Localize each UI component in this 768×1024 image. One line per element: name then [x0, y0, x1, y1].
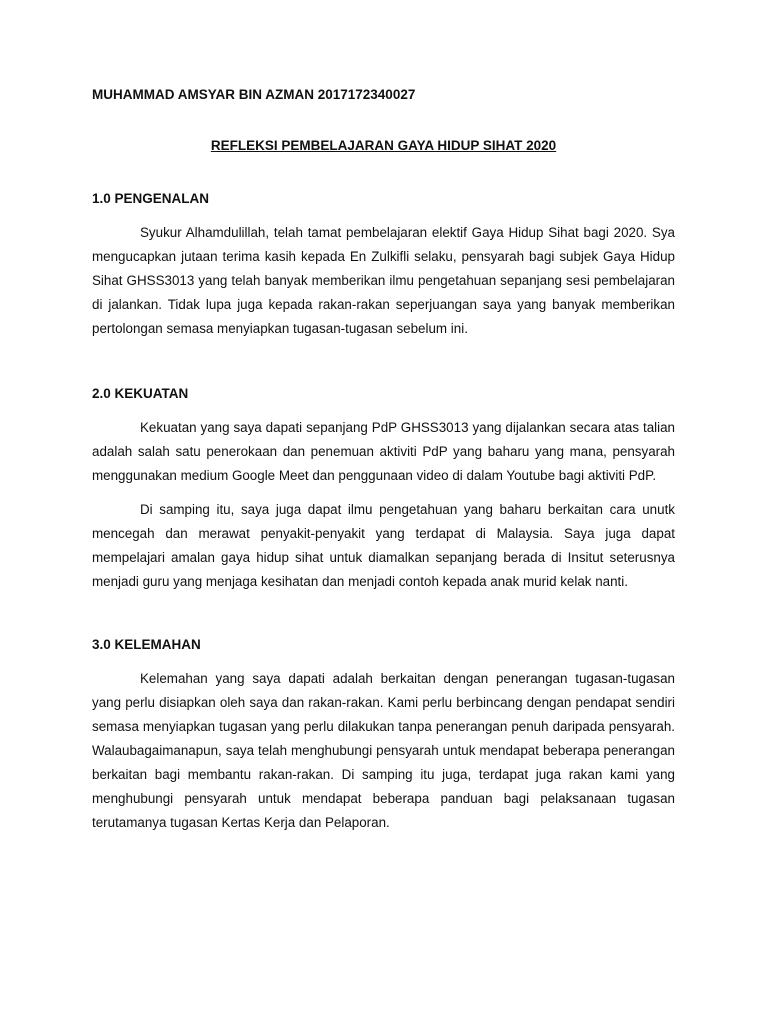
section-heading-kelemahan: 3.0 KELEMAHAN: [92, 637, 201, 652]
author-line: MUHAMMAD AMSYAR BIN AZMAN 2017172340027: [92, 87, 416, 102]
document-title: REFLEKSI PEMBELAJARAN GAYA HIDUP SIHAT 2020: [210, 138, 557, 153]
paragraph-kelemahan: Kelemahan yang saya dapati adalah berkaitan dengan penerangan tugasan-tugasan yang perlu disiapkan oleh saya dan rakan-rakan. Kami perlu berbincang dengan pendapat sendiri semasa menyiapkan tugasan yang perlu dilakukan tanpa penerangan penuh daripada pensyarah. Walaubagaimanapun, saya telah menghubungi pensyarah untuk mendapat beberapa penerangan berkaitan bagi membantu rakan-rakan. Di samping itu juga, terdapat juga rakan kami yang menghubungi pensyarah untuk mendapat beberapa panduan bagi pelaksanaan tugasan terutamanya tugasan Kertas Kerja dan Pelaporan.: [92, 671, 675, 830]
paragraph-kekuatan-1: Kekuatan yang saya dapati sepanjang PdP GHSS3013 yang dijalankan secara atas talian adalah salah satu penerokaan dan penemuan aktiviti PdP yang baharu yang mana, pensyarah menggunakan medium Google Meet dan penggunaan video di dalam Youtube bagi aktiviti PdP.: [92, 420, 675, 483]
paragraph-kekuatan-2: Di samping itu, saya juga dapat ilmu pengetahuan yang baharu berkaitan cara unutk mencegah dan merawat penyakit-penyakit yang terdapat di Malaysia. Saya juga dapat mempelajari amalan gaya hidup sihat untuk diamalkan sepanjang berada di Insitut seterusnya menjadi guru yang menjaga kesihatan dan menjadi contoh kepada anak murid kelak nanti.: [92, 502, 675, 589]
section-heading-kekuatan: 2.0 KEKUATAN: [92, 386, 189, 401]
paragraph-pengenalan: Syukur Alhamdulillah, telah tamat pembelajaran elektif Gaya Hidup Sihat bagi 2020. Sya mengucapkan jutaan terima kasih kepada En Zulkifli selaku, pensyarah bagi subjek Gaya Hidup Sihat GHSS3013 yang telah banyak memberikan ilmu pengetahuan sepanjang sesi pembelajaran di jalankan. Tidak lupa juga kepada rakan-rakan seperjuangan saya yang banyak memberikan pertolongan semasa menyiapkan tugasan-tugasan sebelum ini.: [92, 225, 675, 336]
section-heading-pengenalan: 1.0 PENGENALAN: [92, 191, 210, 206]
document-body: [92, 86, 675, 835]
